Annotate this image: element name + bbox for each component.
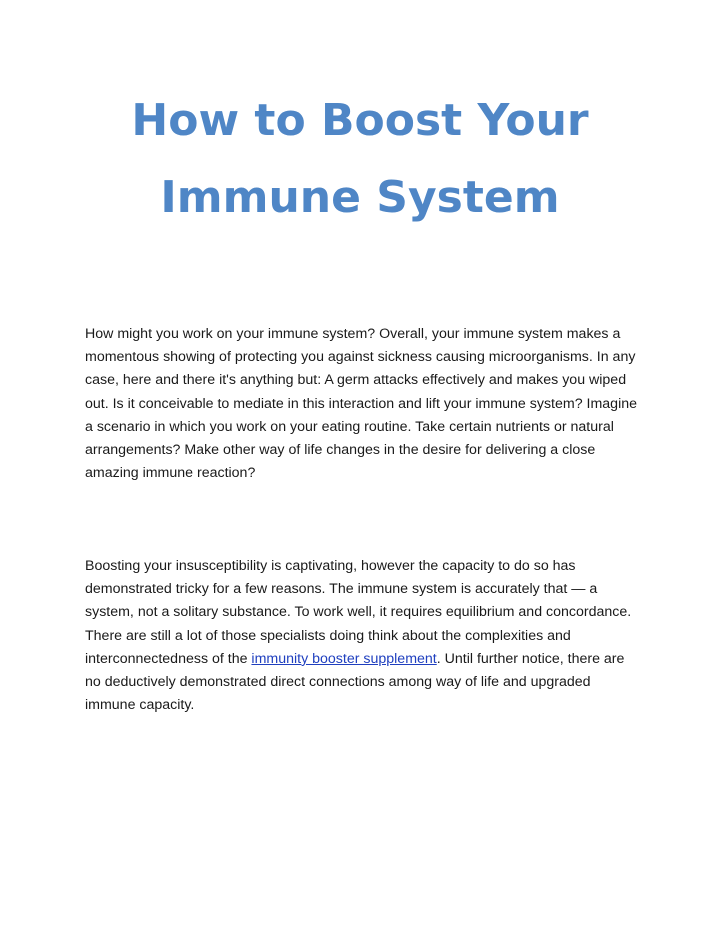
immunity-booster-supplement-link[interactable]: immunity booster supplement <box>251 650 437 667</box>
document-title <box>0 82 720 236</box>
title-line-1: How to Boost Your <box>131 95 589 146</box>
paragraph-1: How might you work on your immune system? Overall, your immune system makes a momentous showing of protecting you against sickness causing microorganisms. In any case, here and there it's anything but: A germ attacks effectively and makes you wiped out. Is it conceivable to mediate in this interaction and lift your immune system? Imagine a scenario in which you work on your eating routine. Take certain nutrients or natural arrangements? Make other way of life changes in the desire for delivering a close amazing immune reaction? <box>85 326 638 482</box>
paragraph-2-text-before-link: Boosting your insusceptibility is captivating, however the capacity to do so has demonstrated tricky for a few reasons. The immune system is accurately that — a system, not a solitary substance. To work well, it requires equilibrium and concordance. There are still a lot of those specialists doing think about the complexities and interconnectedness of the <box>85 558 632 667</box>
title-line-2: Immune System <box>160 172 560 223</box>
paragraph-2 <box>85 555 637 717</box>
paragraph-2-text-after-link: . Until further notice, there are no deductively demonstrated direct connections among way of life and upgraded immune capacity. <box>85 650 625 714</box>
